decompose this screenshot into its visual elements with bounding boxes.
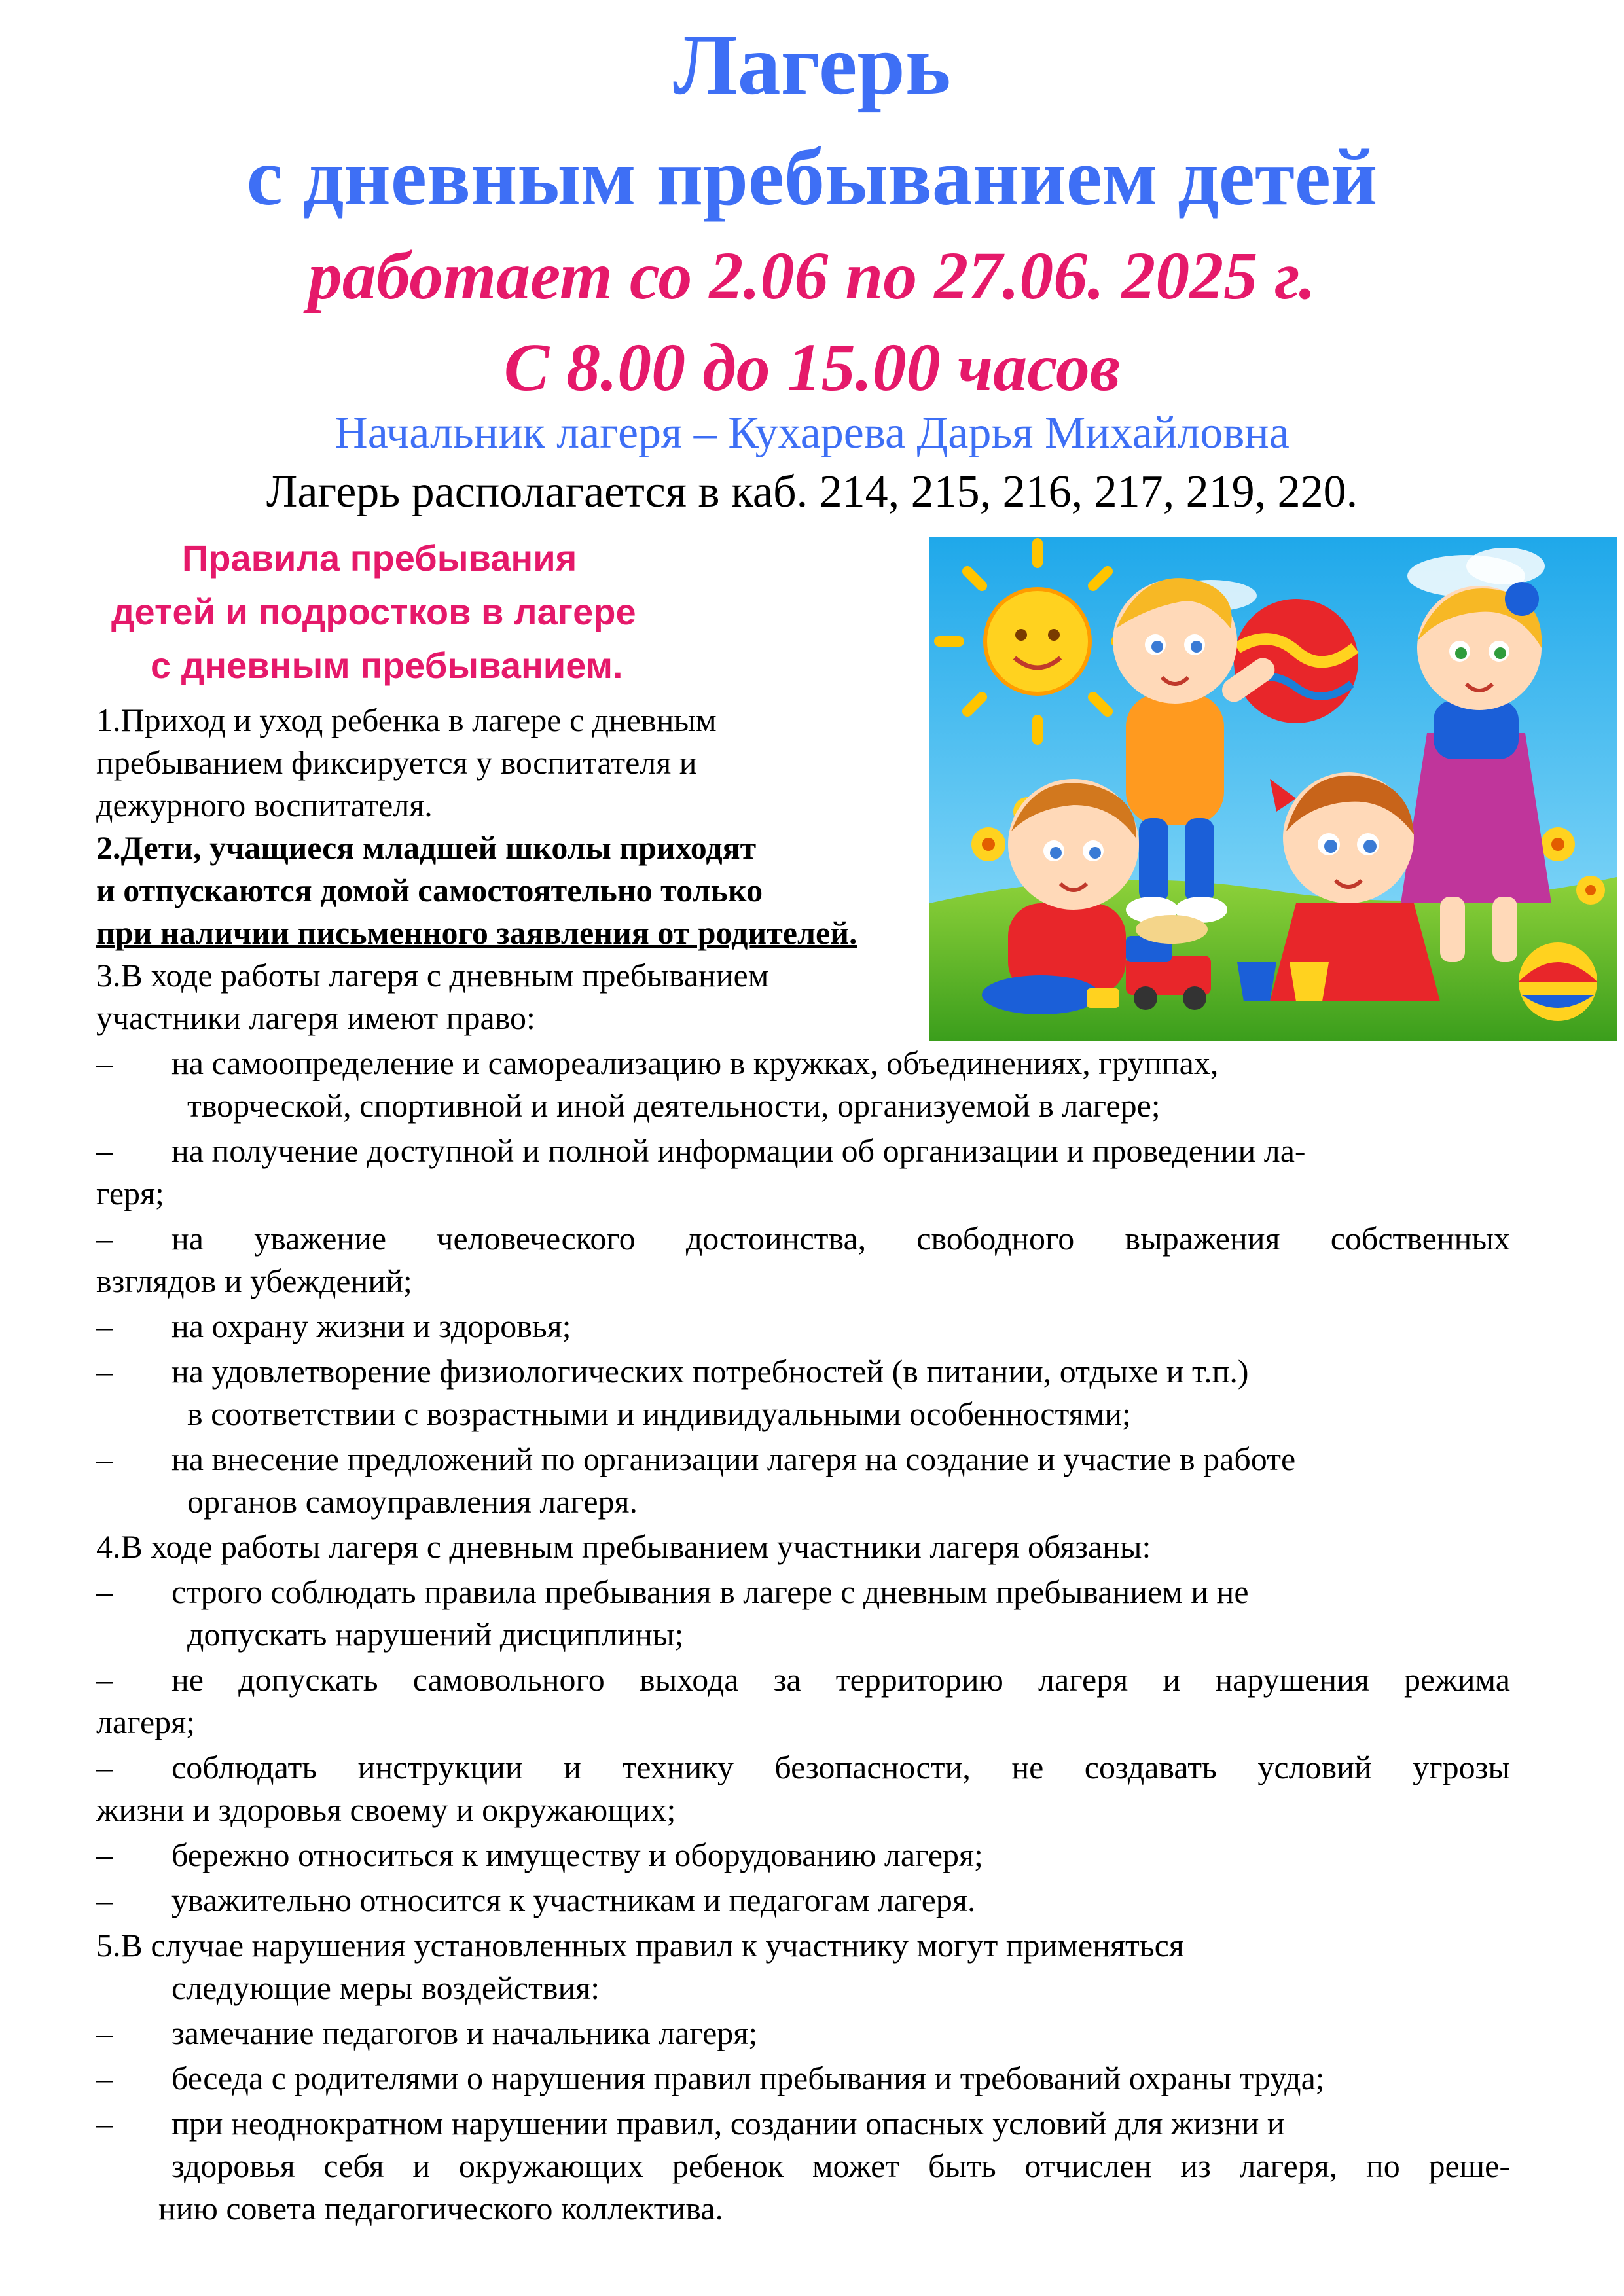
camp-head: Начальник лагеря – Кухарева Дарья Михайловна <box>334 408 1290 458</box>
rule-5-item <box>96 2102 1510 2230</box>
rule-5-line-1: 5.В случае нарушения установленных правил к участнику могут применяться <box>96 1927 1184 1964</box>
rule-4-item-4-a: бережно относиться к имуществу и оборудованию лагеря; <box>171 1837 983 1873</box>
rule-5-line-2: следующие меры воздействия: <box>171 1969 600 2006</box>
rule-4-item-5-a: уважительно относится к участникам и педагогам лагеря. <box>171 1882 976 1918</box>
rule-4-line-1: 4.В ходе работы лагеря с дневным пребыванием участники лагеря обязаны: <box>96 1528 1151 1565</box>
rule-4-item <box>96 1879 1510 1922</box>
rule-4-item-3-a: соблюдать инструкции и технику безопасности, не создавать условий угрозы <box>171 1749 1510 1785</box>
rule-3-item <box>96 1130 1510 1215</box>
rule-5-intro <box>96 1924 1510 2009</box>
rule-2-line-1: 2.Дети, учащиеся младшей школы приходят <box>96 829 757 866</box>
rule-5-item-3-b: здоровья себя и окружающих ребенок может быть отчислен из лагеря, по реше- <box>171 2147 1510 2184</box>
rule-4-item <box>96 1834 1510 1876</box>
dash-bullet: – <box>96 2060 113 2096</box>
rule-3-item <box>96 1438 1510 1523</box>
rule-3-item <box>96 1350 1510 1435</box>
rule-2-line-2: и отпускаются домой самостоятельно только <box>96 872 763 908</box>
rule-5-item-1-a: замечание педагогов и начальника лагеря; <box>171 2015 758 2051</box>
rule-3-line-2: участники лагеря имеют право: <box>96 999 535 1036</box>
rule-3-item-2-b: геря; <box>96 1175 164 1211</box>
dash-bullet: – <box>96 1882 113 1918</box>
rule-3-item <box>96 1217 1510 1302</box>
rule-3-item-6-a: на внесение предложений по организации лагеря на создание и участие в работе <box>171 1441 1296 1477</box>
title-line-2: с дневным пребыванием детей <box>246 132 1378 222</box>
rule-4-item <box>96 1571 1510 1656</box>
rule-5-item-3-a: при неоднократном нарушении правил, создании опасных условий для жизни и <box>171 2105 1285 2142</box>
dash-bullet: – <box>96 2015 113 2051</box>
rule-3-item-2-a: на получение доступной и полной информации об организации и проведении ла- <box>171 1132 1306 1169</box>
rule-5-item-2-a: беседа с родителями о нарушения правил пребывания и требований охраны труда; <box>171 2060 1325 2096</box>
rule-3-item-1-b: творческой, спортивной и иной деятельности, организуемой в лагере; <box>187 1087 1161 1124</box>
rule-4-item-2-b: лагеря; <box>96 1704 196 1740</box>
rules-title <box>98 531 844 692</box>
dash-bullet: – <box>96 1661 113 1698</box>
dash-bullet: – <box>96 1308 113 1344</box>
rule-5-item <box>96 2012 1510 2054</box>
rule-3-item-3-b: взглядов и убеждений; <box>96 1263 412 1299</box>
rule-1-line-1: 1.Приход и уход ребенка в лагере с дневным <box>96 702 717 738</box>
rule-4-item-3-b: жизни и здоровья своему и окружающих; <box>96 1791 676 1828</box>
rule-4-item <box>96 1659 1510 1744</box>
rule-4-item-1-a: строго соблюдать правила пребывания в лагере с дневным пребыванием и не <box>171 1573 1249 1610</box>
dash-bullet: – <box>96 1045 113 1081</box>
dash-bullet: – <box>96 1573 113 1610</box>
rule-4-item-2-a: не допускать самовольного выхода за территорию лагеря и нарушения режима <box>171 1661 1510 1698</box>
dash-bullet: – <box>96 1441 113 1477</box>
rule-1-line-2: пребыванием фиксируется у воспитателя и <box>96 744 697 781</box>
rule-3-item <box>96 1305 1510 1348</box>
rule-3-line-1: 3.В ходе работы лагеря с дневным пребыванием <box>96 957 769 994</box>
rule-3-item-5-a: на удовлетворение физиологических потребностей (в питании, отдыхе и т.п.) <box>171 1353 1249 1390</box>
dash-bullet: – <box>96 1132 113 1169</box>
rules-title-line-3: с дневным пребыванием. <box>151 645 623 686</box>
dash-bullet: – <box>96 2105 113 2142</box>
camp-location: Лагерь располагается в каб. 214, 215, 216, 217, 219, 220. <box>266 467 1358 517</box>
small-ball-icon <box>1519 942 1597 1021</box>
dash-bullet: – <box>96 1220 113 1257</box>
rules-body <box>96 699 1510 2230</box>
rule-3-item-1-a: на самоопределение и самореализацию в кружках, объединениях, группах, <box>171 1045 1219 1081</box>
rule-5-item-3-c: нию совета педагогического коллектива. <box>158 2190 724 2227</box>
rules-title-line-1: Правила пребывания <box>182 537 577 579</box>
dash-bullet: – <box>96 1749 113 1785</box>
work-hours: С 8.00 до 15.00 часов <box>503 330 1121 405</box>
title-line-1: Лагерь <box>673 16 951 113</box>
rule-3-item-5-b: в соответствии с возрастными и индивидуальными особенностями; <box>187 1395 1131 1432</box>
rule-3-item-6-b: органов самоуправления лагеря. <box>187 1483 638 1520</box>
rule-3-item-3-a: на уважение человеческого достоинства, свободного выражения собственных <box>171 1220 1510 1257</box>
dash-bullet: – <box>96 1837 113 1873</box>
rule-2-line-3: при наличии письменного заявления от родителей. <box>96 914 857 951</box>
rule-4-item <box>96 1746 1510 1831</box>
rule-3-item <box>96 1042 1510 1127</box>
rule-1-line-3: дежурного воспитателя. <box>96 787 433 823</box>
rule-4-item-1-b: допускать нарушений дисциплины; <box>187 1616 684 1653</box>
rules-title-line-2: детей и подростков в лагере <box>111 591 636 632</box>
rule-3-item-4-a: на охрану жизни и здоровья; <box>171 1308 571 1344</box>
rule-5-item <box>96 2057 1510 2100</box>
dash-bullet: – <box>96 1353 113 1390</box>
work-dates: работает со 2.06 по 27.06. 2025 г. <box>308 238 1316 314</box>
